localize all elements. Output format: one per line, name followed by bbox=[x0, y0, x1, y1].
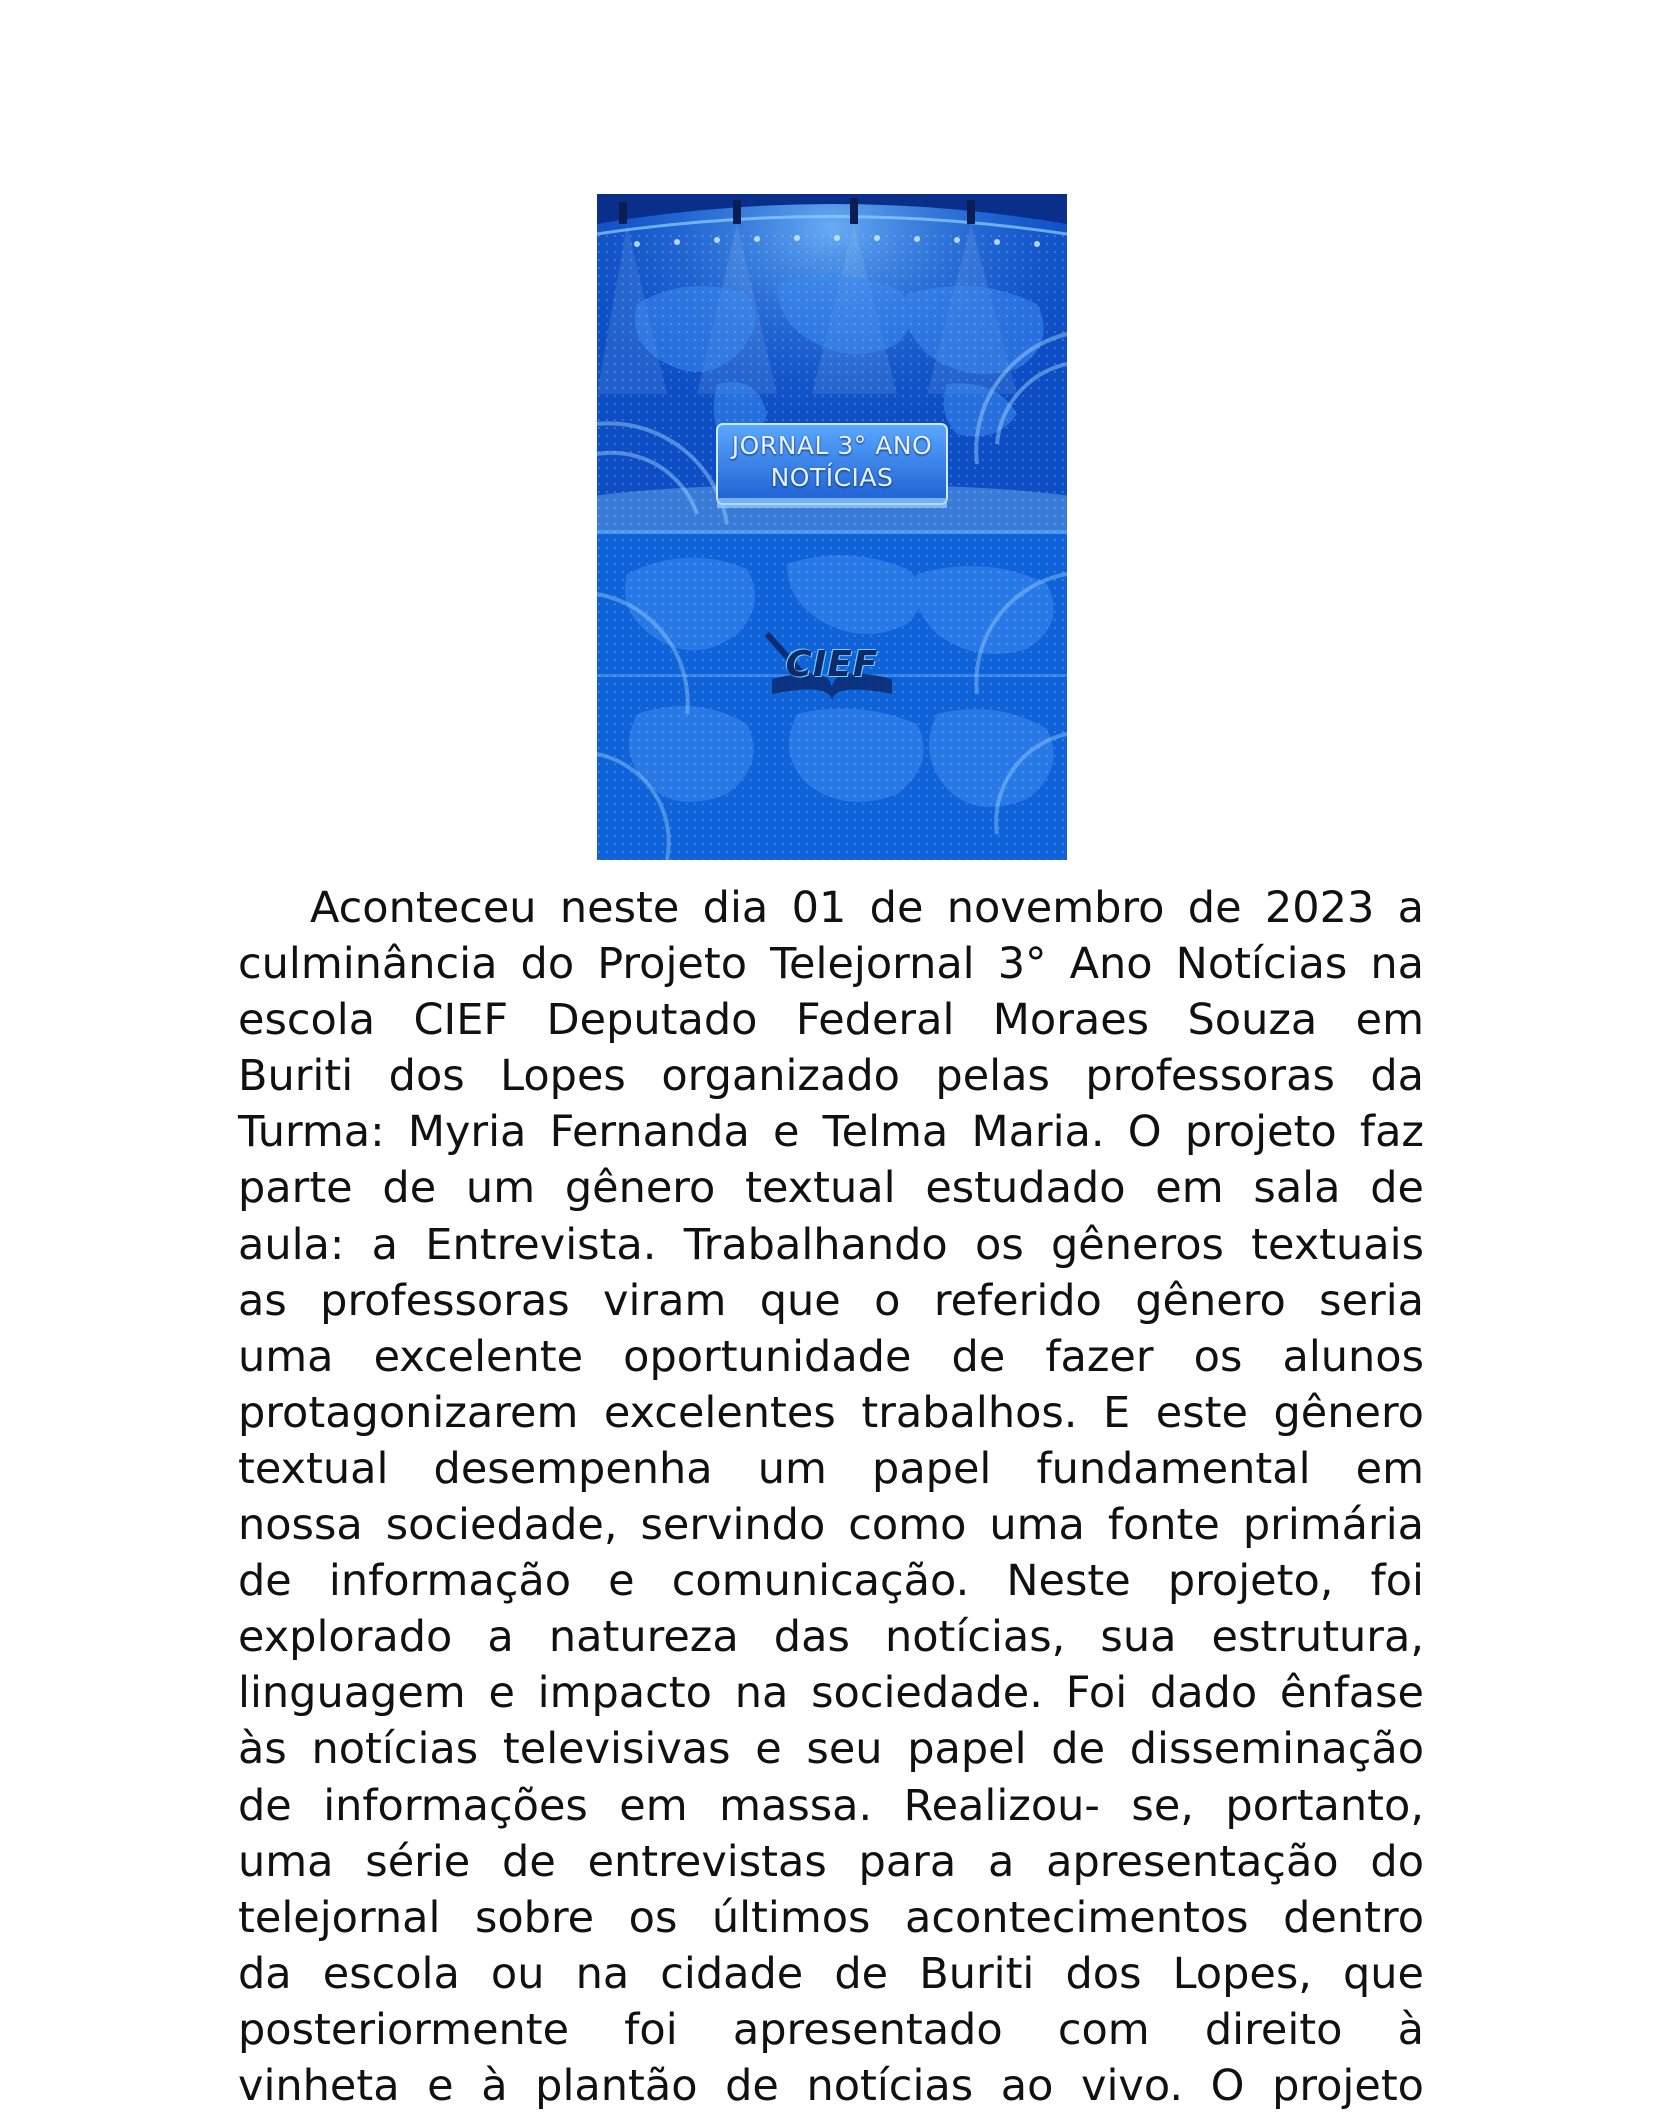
article-line: telejornal sobre os últimos acontecimentos dentro bbox=[238, 1892, 1424, 1943]
article-line: explorado a natureza das notícias, sua estrutura, bbox=[238, 1612, 1424, 1663]
cover-title-line1: JORNAL 3° ANO bbox=[731, 431, 933, 460]
article-line: culminância do Projeto Telejornal 3° Ano Notícias na bbox=[238, 939, 1424, 990]
cover-title-line2: NOTÍCIAS bbox=[770, 463, 894, 492]
article-line: Turma: Myria Fernanda e Telma Maria. O projeto faz bbox=[238, 1107, 1424, 1158]
article-line: às notícias televisivas e seu papel de disseminação bbox=[238, 1724, 1424, 1775]
cover-title bbox=[597, 430, 1067, 494]
cover-image bbox=[597, 194, 1067, 860]
article-line: linguagem e impacto na sociedade. Foi dado ênfase bbox=[238, 1668, 1424, 1719]
article-line: de informações em massa. Realizou- se, portanto, bbox=[238, 1780, 1424, 1831]
article-line: protagonizarem excelentes trabalhos. E este gênero bbox=[238, 1387, 1424, 1438]
article-line: de informação e comunicação. Neste projeto, foi bbox=[238, 1556, 1424, 1607]
article-line: textual desempenha um papel fundamental em bbox=[238, 1443, 1424, 1494]
article-line: posteriormente foi apresentado com direito à bbox=[238, 2004, 1424, 2055]
article-line: Aconteceu neste dia 01 de novembro de 2023 a bbox=[310, 883, 1424, 933]
article-line: uma excelente oportunidade de fazer os alunos bbox=[238, 1331, 1424, 1382]
article-line: Buriti dos Lopes organizado pelas professoras da bbox=[238, 1051, 1424, 1102]
cief-logo: CIEF bbox=[785, 644, 879, 685]
article-line: parte de um gênero textual estudado em sala de bbox=[238, 1163, 1424, 1214]
article-line: aula: a Entrevista. Trabalhando os gêneros textuais bbox=[238, 1219, 1424, 1270]
article-line: as professoras viram que o referido gênero seria bbox=[238, 1275, 1424, 1326]
article-body bbox=[238, 880, 1424, 2114]
article-line: escola CIEF Deputado Federal Moraes Souza em bbox=[238, 995, 1424, 1046]
article-line: nossa sociedade, servindo como uma fonte primária bbox=[238, 1500, 1424, 1551]
article-line: da escola ou na cidade de Buriti dos Lopes, que bbox=[238, 1948, 1424, 1999]
news-studio-illustration bbox=[597, 194, 1067, 860]
article-line: uma série de entrevistas para a apresentação do bbox=[238, 1836, 1424, 1887]
article-line: vinheta e à plantão de notícias ao vivo. O projeto bbox=[238, 2060, 1424, 2111]
